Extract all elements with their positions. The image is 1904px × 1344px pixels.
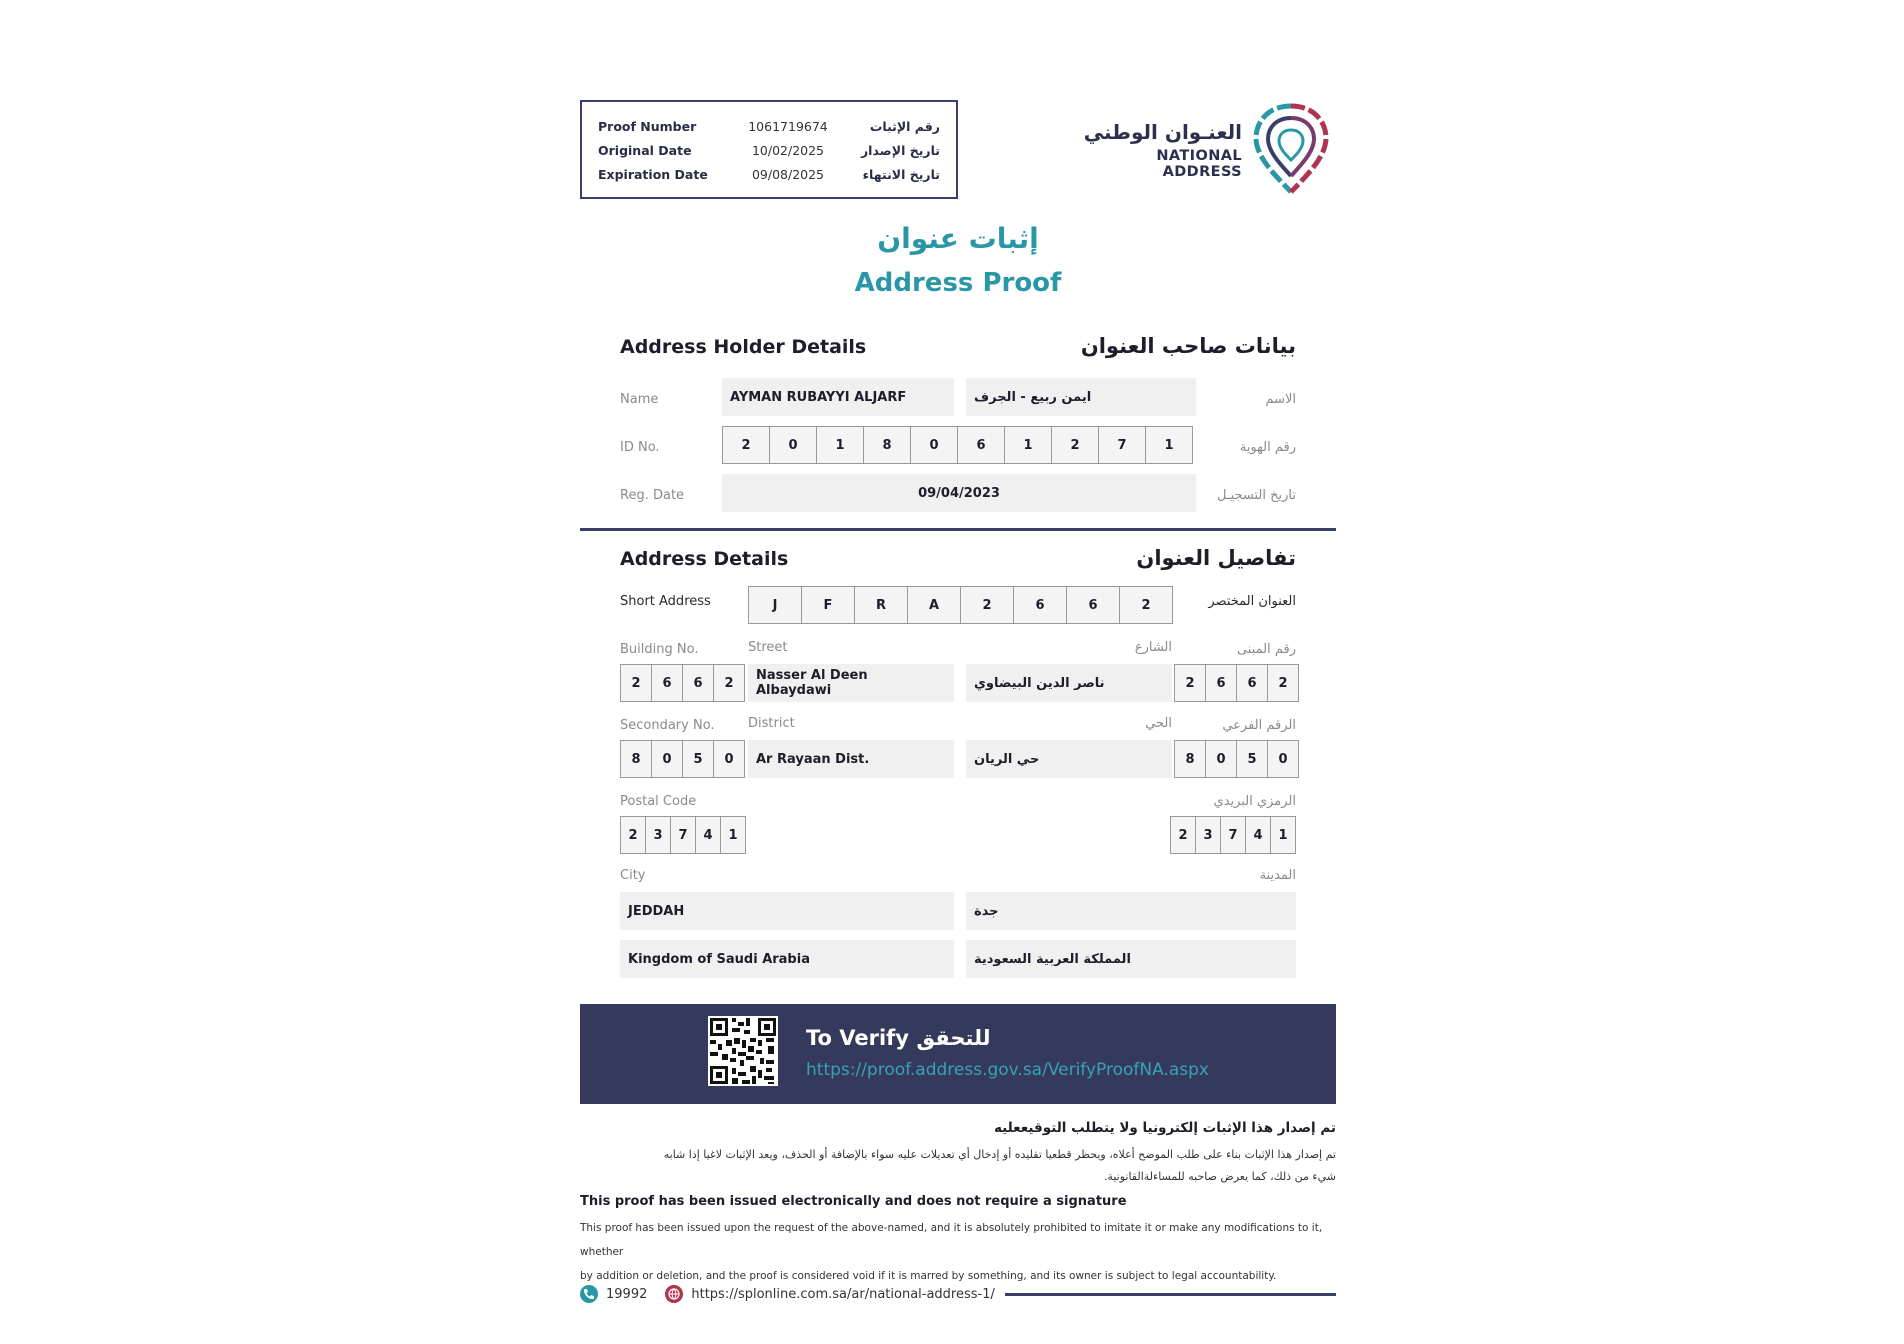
postal-code-boxes	[620, 816, 746, 854]
digit-box: 8	[863, 426, 911, 464]
street-ar-field: ناصر الدين البيضاوي	[966, 664, 1172, 702]
digit-box: 7	[670, 816, 696, 854]
digit-box: 7	[1220, 816, 1246, 854]
notice-body-line-2: by addition or deletion, and the proof is considered void if it is marred by something, and its owner is subject to legal accountability.	[580, 1270, 1277, 1282]
digit-box: 0	[1267, 740, 1299, 778]
digit-box: 3	[1195, 816, 1221, 854]
notice-body-ar-line-2: شيء من ذلك، كما يعرض صاحبه للمساءلةالقانونية.	[1103, 1170, 1336, 1183]
digit-box: 6	[1013, 586, 1067, 624]
short-address-boxes	[748, 586, 1173, 624]
building-number-boxes	[620, 664, 745, 702]
city-label-ar: المدينة	[1259, 868, 1296, 883]
name-en-field: AYMAN RUBAYYI ALJARF	[722, 378, 954, 416]
digit-box: 1	[720, 816, 746, 854]
secondary-number-boxes-ar	[1174, 740, 1299, 778]
original-date-value: 10/02/2025	[751, 142, 825, 158]
digit-box: R	[854, 586, 908, 624]
section-divider	[580, 528, 1336, 531]
page-title-ar: إثبات عنوان	[877, 222, 1039, 255]
logo-text-ar: العنـوان الوطني	[1083, 120, 1242, 144]
proof-number-label-ar: رقم الإثبات	[869, 118, 940, 134]
postal-code-label-ar: الرمزي البريدي	[1213, 794, 1296, 809]
digit-box: 4	[1245, 816, 1271, 854]
country-en-field: Kingdom of Saudi Arabia	[620, 940, 954, 978]
digit-box: 6	[1205, 664, 1237, 702]
digit-box: J	[748, 586, 802, 624]
footer-link[interactable]: https://splonline.com.sa/ar/national-address-1/	[691, 1286, 995, 1302]
expiration-date-row	[598, 162, 940, 186]
digit-box: 2	[620, 664, 652, 702]
notice-body	[580, 1216, 1336, 1288]
digit-box: 2	[1119, 586, 1173, 624]
notice-body-line-1: This proof has been issued upon the request of the above-named, and it is absolutely prohibited to imitate it or make any modifications to it, whether	[580, 1222, 1323, 1258]
original-date-label-ar: تاريخ الإصدار	[860, 142, 940, 158]
district-label-ar: الحي	[1145, 716, 1172, 731]
secondary-label: Secondary No.	[620, 718, 715, 733]
digit-box: 6	[957, 426, 1005, 464]
original-date-label: Original Date	[598, 142, 692, 158]
digit-box: 2	[722, 426, 770, 464]
city-en-field: JEDDAH	[620, 892, 954, 930]
notice-heading: This proof has been issued electronically and does not require a signature	[580, 1194, 1127, 1209]
street-label: Street	[748, 640, 788, 655]
footer-phone: 19992	[606, 1286, 648, 1302]
digit-box: 8	[1174, 740, 1206, 778]
name-ar-field: ايمن ربيع - الجرف	[966, 378, 1196, 416]
address-heading-ar: تفاصيل العنوان	[1136, 546, 1296, 570]
footer-rule	[1005, 1293, 1336, 1296]
location-pin-icon	[1248, 100, 1334, 195]
digit-box: 0	[1205, 740, 1237, 778]
reg-date-label-ar: تاريخ التسجيـل	[1216, 488, 1296, 503]
digit-box: 0	[769, 426, 817, 464]
verify-title: To Verify للتحقق	[806, 1026, 991, 1050]
name-label: Name	[620, 392, 659, 407]
proof-info-box	[580, 100, 958, 199]
id-number-boxes	[722, 426, 1193, 464]
digit-box: 8	[620, 740, 652, 778]
building-label: Building No.	[620, 642, 699, 657]
digit-box: 6	[1236, 664, 1268, 702]
footer	[580, 1284, 1336, 1304]
digit-box: 2	[620, 816, 646, 854]
street-en-field: Nasser Al Deen Albaydawi	[748, 664, 954, 702]
digit-box: 3	[645, 816, 671, 854]
digit-box: 2	[1267, 664, 1299, 702]
digit-box: 1	[1004, 426, 1052, 464]
digit-box: 2	[713, 664, 745, 702]
digit-box: 2	[960, 586, 1014, 624]
proof-number-label: Proof Number	[598, 118, 697, 134]
page-title: Address Proof	[854, 268, 1062, 298]
address-proof-document	[580, 100, 1336, 1320]
phone-icon	[580, 1285, 598, 1303]
digit-box: 1	[816, 426, 864, 464]
digit-box: 5	[1236, 740, 1268, 778]
id-label-ar: رقم الهوية	[1239, 440, 1296, 455]
digit-box: 2	[1170, 816, 1196, 854]
building-number-boxes-ar	[1174, 664, 1299, 702]
digit-box: 0	[651, 740, 683, 778]
digit-box: F	[801, 586, 855, 624]
id-label: ID No.	[620, 440, 660, 455]
building-label-ar: رقم المبنى	[1236, 642, 1296, 657]
district-label: District	[748, 716, 795, 731]
national-address-logo	[1074, 100, 1336, 195]
country-ar-field: المملكة العربية السعودية	[966, 940, 1296, 978]
postal-code-label: Postal Code	[620, 794, 697, 809]
short-address-label: Short Address	[620, 594, 711, 609]
digit-box: 0	[910, 426, 958, 464]
digit-box: 2	[1174, 664, 1206, 702]
original-date-row	[598, 138, 940, 162]
digit-box: 0	[713, 740, 745, 778]
city-ar-field: جدة	[966, 892, 1296, 930]
digit-box: 7	[1098, 426, 1146, 464]
postal-code-boxes-ar	[1170, 816, 1296, 854]
notice-body-ar	[580, 1144, 1336, 1188]
street-label-ar: الشارع	[1134, 640, 1172, 655]
qr-code-icon[interactable]	[708, 1016, 778, 1086]
district-en-field: Ar Rayaan Dist.	[748, 740, 954, 778]
digit-box: 5	[682, 740, 714, 778]
expiration-date-value: 09/08/2025	[751, 166, 825, 182]
notice-body-ar-line-1: تم إصدار هذا الإثبات بناء على طلب الموضح أعلاه، ويحظر قطعيا تقليده أو إدخال أي تعديلات عليه سواء بالإضافة أو الحذف، ويعد الإثبات لاغيا إذا شابه	[663, 1148, 1336, 1161]
digit-box: 4	[695, 816, 721, 854]
notice-heading-ar: تم إصدار هذا الإثبات إلكترونيا ولا يتطلب التوقيععليه	[993, 1120, 1336, 1136]
logo-text-en: NATIONAL ADDRESS	[1156, 148, 1242, 180]
digit-box: 2	[1051, 426, 1099, 464]
expiration-date-label: Expiration Date	[598, 166, 708, 182]
globe-icon	[665, 1285, 683, 1303]
address-heading: Address Details	[620, 548, 789, 570]
district-ar-field: حي الريان	[966, 740, 1172, 778]
digit-box: A	[907, 586, 961, 624]
digit-box: 6	[651, 664, 683, 702]
proof-number-value: 1061719674	[748, 118, 828, 134]
digit-box: 1	[1145, 426, 1193, 464]
verify-link[interactable]: https://proof.address.gov.sa/VerifyProofNA.aspx	[806, 1060, 1209, 1080]
holder-heading: Address Holder Details	[620, 336, 867, 358]
secondary-label-ar: الرقم الفرعي	[1222, 718, 1296, 733]
expiration-date-label-ar: تاريخ الانتهاء	[862, 166, 940, 182]
digit-box: 6	[682, 664, 714, 702]
secondary-number-boxes	[620, 740, 745, 778]
city-label: City	[620, 868, 646, 883]
digit-box: 6	[1066, 586, 1120, 624]
reg-date-label: Reg. Date	[620, 488, 685, 503]
short-address-label-ar: العنوان المختصر	[1208, 594, 1296, 609]
name-label-ar: الاسم	[1265, 392, 1296, 407]
holder-heading-ar: بيانات صاحب العنوان	[1080, 334, 1296, 358]
digit-box: 1	[1270, 816, 1296, 854]
reg-date-field: 09/04/2023	[722, 474, 1196, 512]
verify-banner	[580, 1004, 1336, 1104]
proof-number-row	[598, 114, 940, 138]
